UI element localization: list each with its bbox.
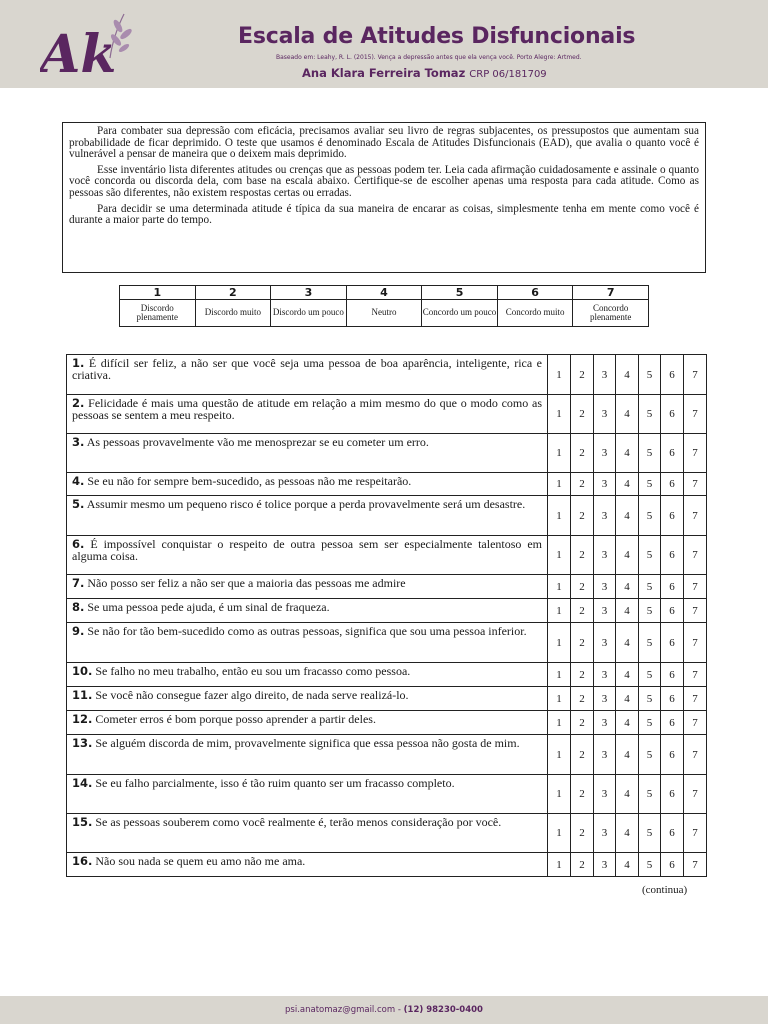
item-row: [67, 496, 707, 536]
logo: [40, 10, 132, 80]
scale-label: Discordo plenamente: [120, 300, 196, 327]
item-number: 4.: [72, 474, 85, 488]
rating-option[interactable]: 6: [661, 599, 684, 623]
rating-option[interactable]: 5: [639, 536, 661, 575]
item-row: [67, 775, 707, 814]
rating-option[interactable]: 1: [548, 687, 571, 711]
rating-option[interactable]: 7: [684, 395, 707, 434]
rating-option[interactable]: 3: [594, 434, 616, 473]
scale-label: Neutro: [346, 300, 422, 327]
scale-label: Discordo um pouco: [271, 300, 347, 327]
rating-option[interactable]: 3: [594, 853, 616, 877]
rating-option[interactable]: 1: [548, 711, 571, 735]
logo-text: Ak: [40, 24, 117, 80]
rating-option[interactable]: 7: [684, 711, 707, 735]
rating-option[interactable]: 5: [639, 623, 661, 663]
items-table: [66, 354, 707, 877]
rating-option[interactable]: 7: [684, 853, 707, 877]
rating-option[interactable]: 3: [594, 575, 616, 599]
header-band: [0, 0, 768, 88]
rating-option[interactable]: 5: [639, 395, 661, 434]
item-row: [67, 853, 707, 877]
rating-option[interactable]: 1: [548, 355, 571, 395]
item-text: Se não for tão bem-sucedido como as outras pessoas, significa que sou uma pessoa inferior.: [87, 624, 527, 638]
rating-option[interactable]: 6: [661, 711, 684, 735]
item-row: [67, 434, 707, 473]
rating-option[interactable]: 4: [616, 663, 639, 687]
rating-option[interactable]: 7: [684, 536, 707, 575]
rating-option[interactable]: 7: [684, 599, 707, 623]
rating-option[interactable]: 7: [684, 473, 707, 496]
rating-option[interactable]: 6: [661, 473, 684, 496]
item-text: As pessoas provavelmente vão me menosprezar se eu cometer um erro.: [86, 435, 429, 449]
scale-labels-row: [120, 300, 649, 327]
rating-option[interactable]: 2: [571, 575, 594, 599]
item-number: 9.: [72, 624, 85, 638]
rating-option[interactable]: 1: [548, 775, 571, 814]
rating-option[interactable]: 1: [548, 623, 571, 663]
item-number: 16.: [72, 854, 93, 868]
rating-option[interactable]: 1: [548, 496, 571, 536]
rating-option[interactable]: 6: [661, 663, 684, 687]
rating-option[interactable]: 1: [548, 575, 571, 599]
rating-option[interactable]: 3: [594, 623, 616, 663]
rating-option[interactable]: 6: [661, 395, 684, 434]
footer-email: psi.anatomaz@gmail.com: [285, 1005, 396, 1015]
rating-option[interactable]: 5: [639, 814, 661, 853]
rating-option[interactable]: 6: [661, 814, 684, 853]
rating-option[interactable]: 7: [684, 735, 707, 775]
item-statement: [67, 395, 548, 434]
rating-option[interactable]: 6: [661, 496, 684, 536]
item-statement: [67, 496, 548, 536]
item-text: Não posso ser feliz a não ser que a maioria das pessoas me admire: [87, 576, 406, 590]
author-line: [302, 66, 547, 80]
rating-option[interactable]: 1: [548, 473, 571, 496]
rating-option[interactable]: 1: [548, 853, 571, 877]
item-statement: [67, 434, 548, 473]
rating-option[interactable]: 1: [548, 395, 571, 434]
rating-option[interactable]: 4: [616, 735, 639, 775]
scale-number: 6: [497, 286, 573, 300]
item-statement: [67, 355, 548, 395]
item-row: [67, 687, 707, 711]
rating-option[interactable]: 7: [684, 623, 707, 663]
rating-option[interactable]: 5: [639, 599, 661, 623]
item-text: Se as pessoas souberem como você realmente é, terão menos consideração por você.: [95, 815, 502, 829]
rating-option[interactable]: 5: [639, 434, 661, 473]
continues-note: (continua): [642, 884, 688, 896]
rating-option[interactable]: 2: [571, 355, 594, 395]
scale-label: Discordo muito: [195, 300, 271, 327]
rating-option[interactable]: 7: [684, 434, 707, 473]
rating-option[interactable]: 6: [661, 355, 684, 395]
item-statement: [67, 623, 548, 663]
rating-option[interactable]: 2: [571, 853, 594, 877]
rating-option[interactable]: 1: [548, 536, 571, 575]
item-statement: [67, 473, 548, 496]
item-number: 2.: [72, 396, 85, 410]
item-statement: [67, 853, 548, 877]
item-row: [67, 473, 707, 496]
item-number: 7.: [72, 576, 85, 590]
item-number: 15.: [72, 815, 93, 829]
rating-option[interactable]: 7: [684, 775, 707, 814]
item-text: É difícil ser feliz, a não ser que você seja uma pessoa de boa aparência, inteligente, rica e criativa.: [72, 356, 542, 382]
rating-option[interactable]: 1: [548, 599, 571, 623]
item-row: [67, 623, 707, 663]
rating-option[interactable]: 2: [571, 473, 594, 496]
scale-number: 5: [422, 286, 498, 300]
footer-contact: [0, 1005, 768, 1015]
rating-option[interactable]: 4: [616, 623, 639, 663]
rating-option[interactable]: 2: [571, 536, 594, 575]
rating-option[interactable]: 4: [616, 536, 639, 575]
item-text: Se você não consegue fazer algo direito, de nada serve realizá-lo.: [95, 688, 409, 702]
item-number: 8.: [72, 600, 85, 614]
scale-number: 3: [271, 286, 347, 300]
rating-option[interactable]: 3: [594, 355, 616, 395]
rating-option[interactable]: 4: [616, 473, 639, 496]
rating-option[interactable]: 2: [571, 496, 594, 536]
crp-number: CRP 06/181709: [469, 69, 547, 80]
rating-option[interactable]: 5: [639, 496, 661, 536]
item-statement: [67, 663, 548, 687]
rating-option[interactable]: 4: [616, 575, 639, 599]
item-text: Assumir mesmo um pequeno risco é tolice porque a perda provavelmente será um desastre.: [86, 497, 526, 511]
item-statement: [67, 575, 548, 599]
rating-option[interactable]: 4: [616, 355, 639, 395]
instructions-paragraph-3: Para decidir se uma determinada atitude é típica da sua maneira de encarar as coisas, simplesmente tenha em mente como você é durante a maior parte do tempo.: [69, 202, 699, 227]
rating-option[interactable]: 1: [548, 814, 571, 853]
rating-option[interactable]: 1: [548, 735, 571, 775]
rating-option[interactable]: 5: [639, 663, 661, 687]
rating-option[interactable]: 2: [571, 663, 594, 687]
rating-option[interactable]: 2: [571, 687, 594, 711]
rating-option[interactable]: 7: [684, 687, 707, 711]
item-text: Se uma pessoa pede ajuda, é um sinal de fraqueza.: [87, 600, 330, 614]
item-text: Se eu falho parcialmente, isso é tão ruim quanto ser um fracasso completo.: [95, 776, 455, 790]
scale-number: 2: [195, 286, 271, 300]
instructions-paragraph-2: Esse inventário lista diferentes atitudes ou crenças que as pessoas podem ter. Leia cada afirmação cuidadosamente e assinale o quanto você concorda ou discorda dela, com base na escala abaixo. Certifique-se de escolher apenas uma resposta para cada atitude. Como as pessoas são diferentes, não existem respostas certas ou erradas.: [69, 163, 699, 199]
item-number: 11.: [72, 688, 93, 702]
scale-label: Concordo plenamente: [573, 300, 649, 327]
rating-option[interactable]: 2: [571, 599, 594, 623]
rating-option[interactable]: 3: [594, 735, 616, 775]
footer-band: [0, 996, 768, 1024]
item-row: [67, 536, 707, 575]
item-row: [67, 735, 707, 775]
item-number: 10.: [72, 664, 93, 678]
rating-option[interactable]: 3: [594, 496, 616, 536]
rating-option[interactable]: 6: [661, 623, 684, 663]
rating-option[interactable]: 5: [639, 687, 661, 711]
rating-option[interactable]: 7: [684, 355, 707, 395]
rating-option[interactable]: 4: [616, 687, 639, 711]
item-row: [67, 575, 707, 599]
scale-numbers-row: [120, 286, 649, 300]
rating-option[interactable]: 7: [684, 496, 707, 536]
item-text: Felicidade é mais uma questão de atitude em relação a mim mesmo do que o modo como as pessoas se sentem a meu respeito.: [72, 396, 542, 422]
rating-option[interactable]: 3: [594, 395, 616, 434]
rating-scale-legend: [119, 285, 649, 327]
rating-option[interactable]: 3: [594, 473, 616, 496]
item-text: É impossível conquistar o respeito de outra pessoa sem ser especialmente talentoso em alguma coisa.: [72, 537, 542, 563]
rating-option[interactable]: 3: [594, 711, 616, 735]
item-statement: [67, 687, 548, 711]
item-row: [67, 663, 707, 687]
rating-option[interactable]: 1: [548, 663, 571, 687]
scale-label: Concordo muito: [497, 300, 573, 327]
footer-phone: (12) 98230-0400: [403, 1005, 483, 1015]
item-row: [67, 814, 707, 853]
item-statement: [67, 814, 548, 853]
footer-separator: -: [395, 1005, 404, 1015]
rating-option[interactable]: 3: [594, 536, 616, 575]
item-row: [67, 711, 707, 735]
item-number: 14.: [72, 776, 93, 790]
item-statement: [67, 599, 548, 623]
rating-option[interactable]: 6: [661, 735, 684, 775]
item-text: Se eu não for sempre bem-sucedido, as pessoas não me respeitarão.: [87, 474, 412, 488]
rating-option[interactable]: 3: [594, 663, 616, 687]
page-title: Escala de Atitudes Disfuncionais: [238, 24, 636, 49]
rating-option[interactable]: 7: [684, 575, 707, 599]
rating-option[interactable]: 6: [661, 853, 684, 877]
rating-option[interactable]: 6: [661, 434, 684, 473]
rating-option[interactable]: 2: [571, 814, 594, 853]
scale-label: Concordo um pouco: [422, 300, 498, 327]
rating-option[interactable]: 2: [571, 711, 594, 735]
item-text: Se falho no meu trabalho, então eu sou um fracasso como pessoa.: [95, 664, 411, 678]
rating-option[interactable]: 5: [639, 575, 661, 599]
rating-option[interactable]: 5: [639, 711, 661, 735]
item-row: [67, 355, 707, 395]
rating-option[interactable]: 5: [639, 355, 661, 395]
rating-option[interactable]: 2: [571, 395, 594, 434]
rating-option[interactable]: 6: [661, 575, 684, 599]
rating-option[interactable]: 4: [616, 434, 639, 473]
rating-option[interactable]: 4: [616, 496, 639, 536]
item-number: 5.: [72, 497, 85, 511]
item-row: [67, 395, 707, 434]
instructions-box: [62, 122, 706, 273]
rating-option[interactable]: 7: [684, 814, 707, 853]
rating-option[interactable]: 4: [616, 814, 639, 853]
instructions-paragraph-1: Para combater sua depressão com eficácia, precisamos avaliar seu livro de regras subjacentes, os pressupostos que aumentam sua probabilidade de ficar deprimido. O teste que usamos é denominado Escala de Atitudes Disfuncionais (EAD), que avalia o quanto você é vulnerável a pensar de maneira que o deixem mais deprimido.: [69, 125, 699, 161]
rating-option[interactable]: 5: [639, 775, 661, 814]
rating-option[interactable]: 4: [616, 395, 639, 434]
item-text: Não sou nada se quem eu amo não me ama.: [95, 854, 306, 868]
rating-option[interactable]: 4: [616, 711, 639, 735]
item-statement: [67, 711, 548, 735]
item-number: 6.: [72, 537, 85, 551]
author-name: Ana Klara Ferreira Tomaz: [302, 66, 466, 80]
rating-option[interactable]: 2: [571, 735, 594, 775]
item-text: Se alguém discorda de mim, provavelmente significa que essa pessoa não gosta de mim.: [95, 736, 520, 750]
item-statement: [67, 775, 548, 814]
scale-number: 7: [573, 286, 649, 300]
item-text: Cometer erros é bom porque posso aprender a partir deles.: [95, 712, 376, 726]
reference-note: Baseado em: Leahy, R. L. (2015). Vença a depressão antes que ela vença você. Porto Alegre: Artmed.: [276, 54, 582, 61]
rating-option[interactable]: 4: [616, 853, 639, 877]
scale-number: 1: [120, 286, 196, 300]
scale-number: 4: [346, 286, 422, 300]
rating-option[interactable]: 5: [639, 473, 661, 496]
item-row: [67, 599, 707, 623]
item-number: 13.: [72, 736, 93, 750]
rating-option[interactable]: 7: [684, 663, 707, 687]
rating-option[interactable]: 4: [616, 599, 639, 623]
item-number: 12.: [72, 712, 93, 726]
rating-option[interactable]: 2: [571, 623, 594, 663]
rating-option[interactable]: 2: [571, 775, 594, 814]
rating-option[interactable]: 1: [548, 434, 571, 473]
item-statement: [67, 735, 548, 775]
item-number: 3.: [72, 435, 85, 449]
item-statement: [67, 536, 548, 575]
rating-option[interactable]: 6: [661, 687, 684, 711]
rating-option[interactable]: 6: [661, 775, 684, 814]
rating-option[interactable]: 5: [639, 735, 661, 775]
rating-option[interactable]: 3: [594, 814, 616, 853]
item-number: 1.: [72, 356, 85, 370]
rating-option[interactable]: 5: [639, 853, 661, 877]
rating-option[interactable]: 3: [594, 687, 616, 711]
rating-option[interactable]: 2: [571, 434, 594, 473]
rating-option[interactable]: 3: [594, 775, 616, 814]
rating-option[interactable]: 3: [594, 599, 616, 623]
rating-option[interactable]: 6: [661, 536, 684, 575]
rating-option[interactable]: 4: [616, 775, 639, 814]
